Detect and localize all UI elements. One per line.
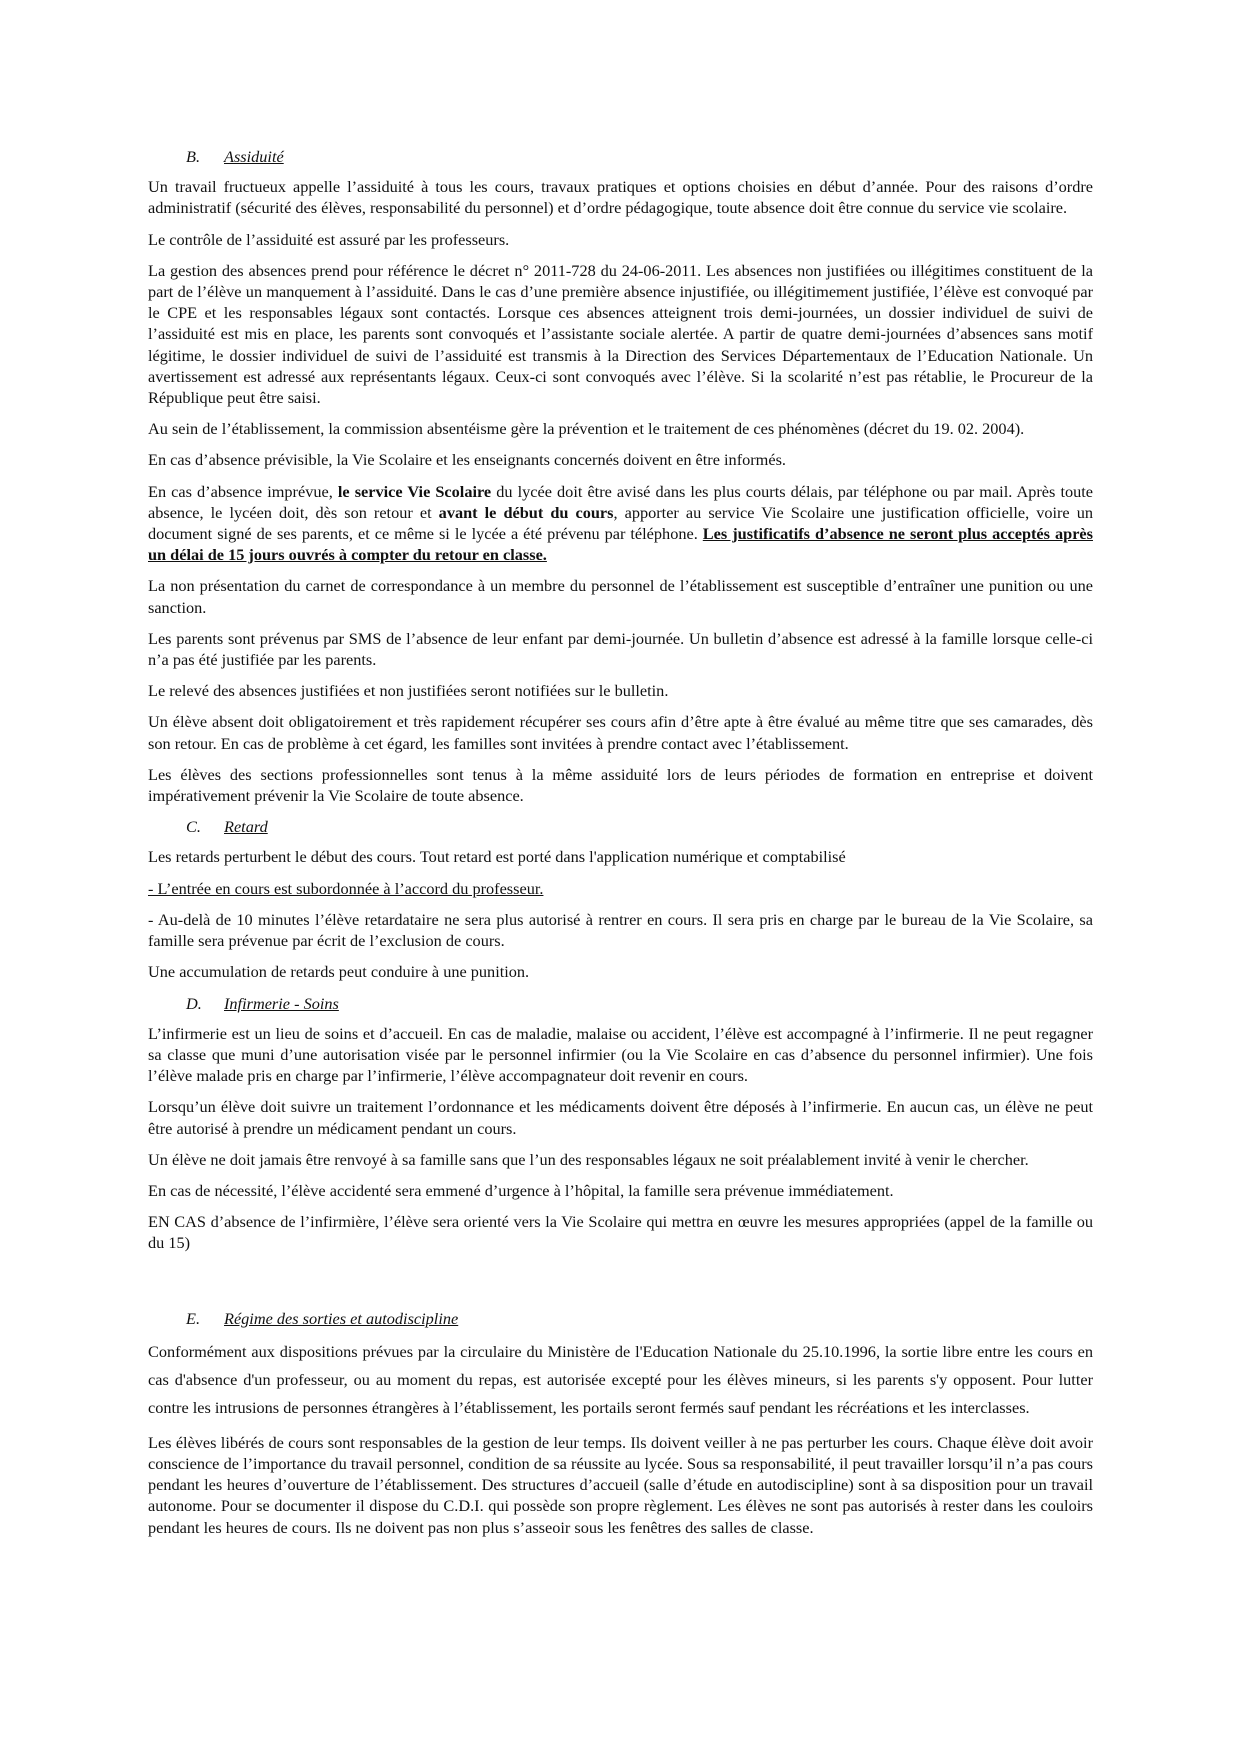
paragraph: - Au-delà de 10 minutes l’élève retardataire ne sera plus autorisé à rentrer en cours. Il sera pris en charge par le bureau de la Vie Scolaire, sa famille sera prévenue par écrit de l’exclusion de cours. [148,909,1093,951]
paragraph: En cas de nécessité, l’élève accidenté sera emmené d’urgence à l’hôpital, la famille sera prévenue immédiatement. [148,1180,894,1200]
section-title: Retard [224,817,268,837]
paragraph: Au sein de l’établissement, la commission absentéisme gère la prévention et le traitement de ces phénomènes (décret du 19. 02. 2004). [148,419,1025,439]
section-letter: B. [186,147,201,166]
bold-underlined-run: Les justificatifs d’absence ne seront plus acceptés après un délai de 15 jours ouvrés à compter du retour en classe. [148,524,1093,565]
section-heading-sorties [186,1308,1093,1329]
paragraph-underlined [148,878,1093,899]
underlined-run: - L’entrée en cours est subordonnée à l’accord du professeur. [148,878,544,898]
paragraph: Conformément aux dispositions prévues par la circulaire du Ministère de l'Education Nationale du 25.10.1996, la sortie libre entre les cours en cas d'absence d'un professeur, ou au moment du repas, est autorisée excepté pour les élèves mineurs, si les parents s'y opposent. Pour lutter contre les intrusions de personnes étrangères à l’établissement, les portails seront fermés sauf pendant les récréations et les interclasses. [148,1341,1093,1417]
section-heading-infirmerie [186,993,1093,1014]
paragraph: La non présentation du carnet de correspondance à un membre du personnel de l’établissement est susceptible d’entraîner une punition ou une sanction. [148,576,1093,617]
paragraph: La gestion des absences prend pour référence le décret n° 2011-728 du 24-06-2011. Les absences non justifiées ou illégitimes constituent de la part de l’élève un manquement à l’assiduité. Dans le cas d’une première absence injustifiée, ou illégitimement justifiée, l’élève est convoqué par le CPE et les responsables légaux sont contactés. Lorsque ces absences atteignent trois demi-journées, un dossier individuel de suivi de l’assiduité est mis en place, les parents sont convoqués et l’assistante sociale alertée. A partir de quatre demi-journées d’absences sans motif légitime, le dossier individuel de suivi de l’assiduité est transmis à la Direction des Services Départementaux de l’Education Nationale. Un avertissement est adressé aux représentants légaux. Ceux-ci sont convoqués avec l’élève. Si la scolarité n’est pas rétablie, le Procureur de la République peut être saisi. [148,260,1093,408]
paragraph: L’infirmerie est un lieu de soins et d’accueil. En cas de maladie, malaise ou accident, l’élève est accompagné à l’infirmerie. Il ne peut regagner sa classe que muni d’une autorisation visée par le personnel infirmier (ou la Vie Scolaire en cas d’absence du personnel infirmier). Une fois l’élève malade pris en charge par l’infirmerie, l’élève accompagnateur doit revenir en cours. [148,1023,1093,1086]
paragraph: Lorsqu’un élève doit suivre un traitement l’ordonnance et les médicaments doivent être déposés à l’infirmerie. En aucun cas, un élève ne peut être autorisé à prendre un médicament pendant un cours. [148,1097,1093,1138]
section-heading-retard [186,816,1093,837]
section-letter: E. [186,1308,201,1328]
paragraph: Le relevé des absences justifiées et non justifiées seront notifiées sur le bulletin. [148,681,669,701]
paragraph: Les parents sont prévenus par SMS de l’absence de leur enfant par demi-journée. Un bulletin d’absence est adressé à la famille lorsque celle-ci n’a pas été justifiée par les parents. [148,628,1093,670]
paragraph: Une accumulation de retards peut conduire à une punition. [148,962,530,982]
paragraph: Un élève ne doit jamais être renvoyé à sa famille sans que l’un des responsables légaux ne soit préalablement invité à venir le chercher. [148,1149,1029,1169]
text-run: du lycée doit être avisé dans les plus courts délais, par téléphone ou par mail. Après toute absence, le lycéen doit, dès son retour et [148,481,1093,522]
bold-run: avant le début du cours [438,502,614,522]
bold-run: le service Vie Scolaire [337,481,492,501]
spacer [148,1264,1093,1308]
paragraph-absence-imprevue [148,481,1093,566]
paragraph: Les retards perturbent le début des cours. Tout retard est porté dans l'application numérique et comptabilisé [148,847,846,867]
paragraph: Le contrôle de l’assiduité est assuré par les professeurs. [148,229,510,249]
paragraph: EN CAS d’absence de l’infirmière, l’élève sera orienté vers la Vie Scolaire qui mettra en œuvre les mesures appropriées (appel de la famille ou du 15) [148,1212,1093,1253]
paragraph: Les élèves des sections professionnelles sont tenus à la même assiduité lors de leurs périodes de formation en entreprise et doivent impérativement prévenir la Vie Scolaire de toute absence. [148,764,1093,806]
section-letter: C. [186,817,201,837]
section-heading-assiduite [186,146,1093,167]
section-letter: D. [186,993,202,1013]
paragraph: En cas d’absence prévisible, la Vie Scolaire et les enseignants concernés doivent en être informés. [148,450,786,470]
paragraph: Un travail fructueux appelle l’assiduité à tous les cours, travaux pratiques et options choisies en début d’année. Pour des raisons d’ordre administratif (sécurité des élèves, responsabilité du personnel) et d’ordre pédagogique, toute absence doit être connue du service vie scolaire. [148,177,1093,218]
paragraph: Les élèves libérés de cours sont responsables de la gestion de leur temps. Ils doivent veiller à ne pas perturber les cours. Chaque élève doit avoir conscience de l’importance du travail personnel, condition de sa réussite au lycée. Sous sa responsabilité, il peut travailler lorsqu’il n’a pas cours pendant les heures d’ouverture de l’établissement. Des structures d’accueil (salle d’étude en autodiscipline) sont à sa disposition pour un travail autonome. Pour se documenter il dispose du C.D.I. qui possède son propre règlement. Les élèves ne sont pas autorisés à rester dans les couloirs pendant les heures de cours. Ils ne doivent pas non plus s’asseoir sous les fenêtres des salles de classe. [148,1432,1093,1537]
text-run: En cas d’absence imprévue, [148,481,338,501]
section-title: Assiduité [224,147,284,166]
section-title: Régime des sorties et autodiscipline [224,1308,459,1328]
paragraph: Un élève absent doit obligatoirement et très rapidement récupérer ses cours afin d’être apte à être évalué au même titre que ses camarades, dès son retour. En cas de problème à cet égard, les familles sont invitées à prendre contact avec l’établissement. [148,712,1093,753]
section-title: Infirmerie - Soins [224,993,339,1013]
text-run: , apporter au service Vie Scolaire une justification officielle, voire un document signé de ses parents, et ce même si le lycée a été prévenu par téléphone. [148,502,1094,544]
